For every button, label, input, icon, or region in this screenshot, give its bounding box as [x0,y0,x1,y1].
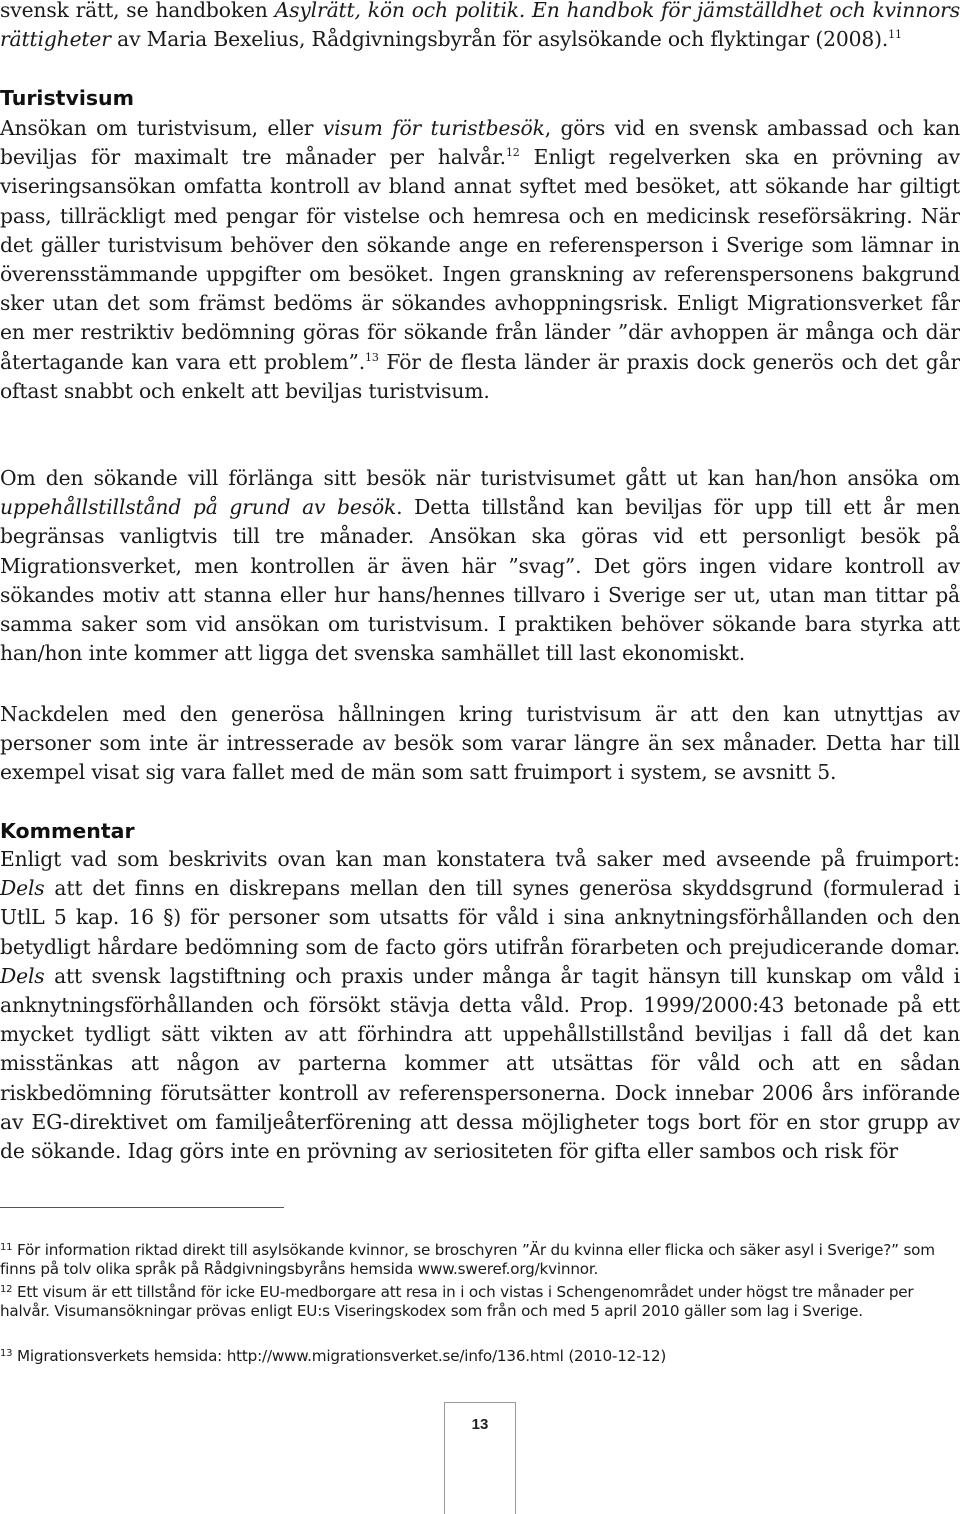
footnote-ref-11[interactable]: 11 [888,28,902,42]
text: Enligt regelverken ska en prövning av viseringsansökan omfatta kontroll av bland annat syftet med besöket, att sökande har giltigt pass, tillräckligt med pengar för vistelse och hemresa och en medicinsk reseförsäkring. När det gäller turistvisum behöver den sökande ange en referensperson i Sverige som lämnar in överensstämmande uppgifter om besöket. Ingen granskning av referenspersonens bakgrund sker utan det som främst bedöms är sökandes avhoppningsrisk. Enligt Migrationsverket får en mer restriktiv bedömning göras för sökande från länder ”där avhoppen är många och där återtagande kan vara ett problem”. [0,145,960,374]
footnote-text: För information riktad direkt till asylsökande kvinnor, se broschyren ”Är du kvinna eller flicka och säker asyl i Sverige?” som finns på tolv olika språk på Rådgivningsbyråns hemsida www.sweref.org/kvinnor. [0,1241,935,1279]
heading-turistvisum: Turistvisum [0,86,135,110]
emphasis-term: visum för turistbesök [322,116,545,140]
text: . Detta tillstånd kan beviljas för upp till ett år men begränsas vanligtvis till tre månader. Ansökan ska göras vid ett personligt besök på Migrationsverket, men kontrollen är även här ”svag”. Det görs ingen vidare kontroll av sökandes motiv att stanna eller hur hans/hennes tillvaro i Sverige ser ut, utan man tittar på samma saker som vid ansökan om turistvisum. I praktiken behöver sökande bara styrka att han/hon inte kommer att ligga det svenska samhället till last ekonomiskt. [0,495,960,666]
text: Om den sökande vill förlänga sitt besök när turistvisumet gått ut kan han/hon ansöka om [0,466,960,490]
text: Enligt vad som beskrivits ovan kan man konstatera två saker med avseende på fruimport: [0,847,960,871]
kommentar-paragraph [0,845,960,1166]
footnote-divider [0,1207,284,1208]
intro-text-end: av Maria Bexelius, Rådgivningsbyrån för asylsökande och flyktingar (2008). [110,27,889,52]
footnote-ref-13[interactable]: 13 [365,350,379,364]
book-title: Asylrätt, kön och politik. En handbok för jämställdhet och kvinnors rättigheter [0,0,960,52]
text: att svensk lagstiftning och praxis under många år tagit hänsyn till kunskap om våld i anknytningsförhållanden och försökt stävja detta våld. Prop. 1999/2000:43 betonade på ett mycket tydligt sätt vikten av att förhindra att uppehållstillstånd beviljas i fall då det kan misstänkas att någon av parterna kommer att utsättas för våld och att en sådan riskbedömning förutsätter kontroll av referenspersonerna. Dock innebar 2006 års införande av EG-direktivet om familjeåterförening att dessa möjligheter togs bort för en stor grupp av de sökande. Idag görs inte en prövning av seriositeten för gifta eller sambos och risk för [0,963,960,1164]
emphasis-dels: Dels [0,876,45,901]
footnote-ref-12[interactable]: 12 [505,146,520,160]
text: Ansökan om turistvisum, eller [0,116,323,140]
forlanga-paragraph [0,464,960,668]
intro-paragraph [0,0,960,54]
footnote-11 [0,1241,960,1280]
footnote-number: 12 [0,1284,13,1295]
footnote-text: Migrationsverkets hemsida: http://www.migrationsverket.se/info/136.html (2010-12-12) [12,1347,667,1365]
heading-kommentar: Kommentar [0,819,135,843]
footnote-text: Ett visum är ett tillstånd för icke EU-medborgare att resa in i och vistas i Schengenområdet under högst tre månader per halvår. Visumansökningar prövas enligt EU:s Viseringskodex som från och med 5 april 2010 gäller som lag i Sverige. [0,1283,914,1321]
footnote-number: 13 [0,1348,13,1359]
nackdel-paragraph: Nackdelen med den generösa hållningen kring turistvisum är att den kan utnyttjas av personer som inte är intresserade av besök som varar längre än sex månader. Detta har till exempel visat sig vara fallet med de män som satt fruimport i system, se avsnitt 5. [0,702,960,785]
text: att det finns en diskrepans mellan den till synes generösa skyddsgrund (formulerad i UtlL 5 kap. 16 §) för personer som utsatts för våld i sina anknytningsförhållanden och den betydligt hårdare bedömning som de facto görs utifrån förarbeten och prejudicerande domar. [0,876,960,959]
page-number-box [444,1402,516,1514]
intro-text: svensk rätt, se handboken [0,0,275,22]
footnote-13 [0,1347,960,1366]
page-number: 13 [471,1416,489,1433]
footnote-12 [0,1283,960,1322]
emphasis-term: uppehållstillstånd på grund av besök [0,495,397,520]
footnote-number: 11 [0,1242,13,1253]
emphasis-dels: Dels [0,963,45,988]
turistvisum-paragraph [0,114,960,406]
text: För de flesta länder är praxis dock generös och det går oftast snabbt och enkelt att beviljas turistvisum. [0,349,960,403]
text: , görs vid en svensk ambassad och kan beviljas för maximalt tre månader per halvår. [0,116,960,170]
